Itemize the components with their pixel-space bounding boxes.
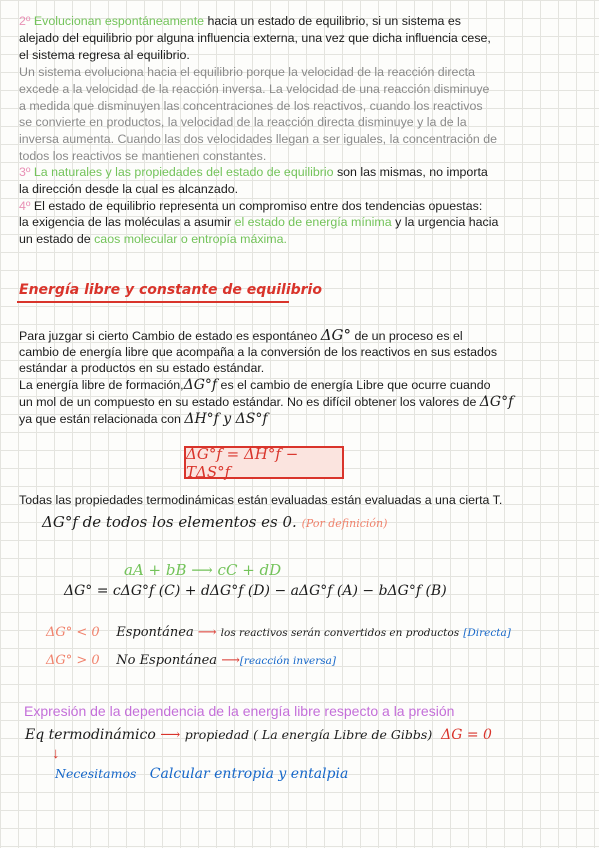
list-marker: 3º: [19, 165, 31, 179]
gibbs-formula: ΔG°f = ΔH°f − TΔS°f: [186, 444, 299, 481]
paragraph-2-line-2: alejado del equilibrio por alguna influencia externa, una vez que dicha influencia cese,: [19, 31, 491, 45]
arrow-right-icon: ⟶: [160, 727, 181, 743]
body-line-4: [19, 377, 491, 394]
symbol: ΔG°f: [479, 394, 514, 410]
text: Para juzgar si cierto Cambio de estado es espontáneo: [19, 329, 321, 343]
label: No Espontánea: [116, 653, 218, 668]
symbol: ΔG° > 0: [46, 653, 100, 668]
highlight-text: Evolucionan espontáneamente: [33, 14, 205, 28]
gray-line-1: Un sistema evoluciona hacia el equilibrio porque la velocidad de la reacción directa: [19, 65, 475, 79]
equilibrium-line: [25, 727, 492, 743]
text: un estado de: [19, 232, 95, 246]
text: El estado de equilibrio representa un compromiso entre dos tendencias opuestas:: [30, 199, 483, 213]
text: Necesitamos: [55, 766, 137, 781]
body-line-3: estándar a productos en su estado estándar.: [19, 361, 265, 375]
text: Eq termodinámico: [25, 727, 156, 743]
list-marker: 4º: [19, 199, 31, 213]
text: ya que están relacionada con: [19, 412, 185, 426]
arrow-right-icon: ⟶: [221, 653, 240, 668]
paragraph-2-line-1: [19, 13, 461, 30]
gray-line-4: se convierte en productos, la velocidad de la reacción directa disminuye y la de la: [19, 115, 467, 129]
body-line-1: [19, 327, 463, 345]
text: hacia un estado de equilibrio, si un sistema es: [204, 14, 461, 28]
highlight-text: caos molecular o entropía máxima.: [94, 232, 287, 246]
section-title: Energía libre y constante de equilibrio: [19, 282, 322, 298]
text: es el cambio de energía Libre que ocurre cuando: [217, 378, 491, 392]
tag: [reacción inversa]: [239, 655, 336, 667]
pressure-heading: Expresión de la dependencia de la energía libre respecto a la presión: [24, 703, 455, 719]
body-line-6: [19, 411, 268, 428]
reaction-equation: aA + bB ⟶ cC + dD: [124, 561, 282, 579]
tag: [Directa]: [463, 627, 511, 639]
arrow-right-icon: ⟶: [197, 625, 217, 640]
label: Espontánea: [116, 625, 194, 640]
text: ΔG°f de todos los elementos es 0.: [42, 513, 297, 531]
gibbs-reaction-equation: ΔG° = cΔG°f (C) + dΔG°f (D) − aΔG°f (A) − bΔG°f (B): [64, 583, 447, 599]
highlight-text: La naturales y las propiedades del estado de equilibrio: [33, 165, 334, 179]
highlight-text: el estado de energía mínima: [234, 215, 392, 229]
text: La energía libre de formación,: [19, 378, 184, 392]
gray-line-3: a medida que disminuyen las concentraciones de los reactivos, cuando los reactivos: [19, 99, 483, 113]
elements-statement: [42, 513, 387, 531]
note: (Por definición): [301, 517, 388, 530]
text: Calcular entropia y entalpia: [149, 766, 349, 782]
condition-non-spontaneous: [46, 653, 336, 668]
symbol: ΔG°f: [183, 377, 218, 393]
need-line: [55, 766, 348, 782]
condition-spontaneous: [46, 625, 511, 640]
text: son las mismas, no importa: [333, 165, 488, 179]
paragraph-3-line-2: la dirección desde la cual es alcanzado.: [19, 182, 239, 196]
gray-line-6: todos los reactivos se mantienen constantes.: [19, 149, 267, 163]
text: y la urgencia hacia: [391, 215, 499, 229]
text: un mol de un compuesto en su estado estándar. No es difícil obtener los valores de: [19, 395, 480, 409]
temperature-note: Todas las propiedades termodinámicas están evaluadas están evaluadas a una cierta T.: [19, 493, 503, 507]
text: propiedad ( La energía Libre de Gibbs): [184, 727, 433, 742]
symbol: ΔG° < 0: [46, 625, 100, 640]
paragraph-3-line-1: [19, 164, 488, 181]
gray-line-2: excede a la velocidad de la reacción inversa. La velocidad de una reacción disminuye: [19, 82, 490, 96]
body-line-2: cambio de energía libre que acompaña a la conversión de los reactivos en sus estados: [19, 345, 498, 359]
symbol: ΔH°f y ΔS°f: [184, 411, 268, 427]
gibbs-formula-box: [184, 446, 344, 479]
body-line-5: [19, 394, 513, 411]
paragraph-4-line-1: [19, 198, 482, 215]
arrow-down-icon: ↓: [52, 745, 60, 762]
list-marker: 2º: [19, 14, 31, 28]
paragraph-4-line-3: [19, 231, 287, 248]
text: de un proceso es el: [351, 329, 463, 343]
gray-line-5: inversa aumenta. Cuando las dos velocidades llegan a ser iguales, la concentración de: [19, 132, 498, 146]
text: los reactivos serán convertidos en productos: [220, 627, 460, 639]
paragraph-4-line-2: [19, 214, 498, 231]
text: la exigencia de las moléculas a asumir: [19, 215, 235, 229]
symbol: ΔG°: [320, 326, 352, 344]
title-underline: [17, 301, 289, 303]
paragraph-2-line-3: el sistema regresa al equilibrio.: [19, 48, 190, 62]
symbol: ΔG = 0: [441, 727, 492, 743]
